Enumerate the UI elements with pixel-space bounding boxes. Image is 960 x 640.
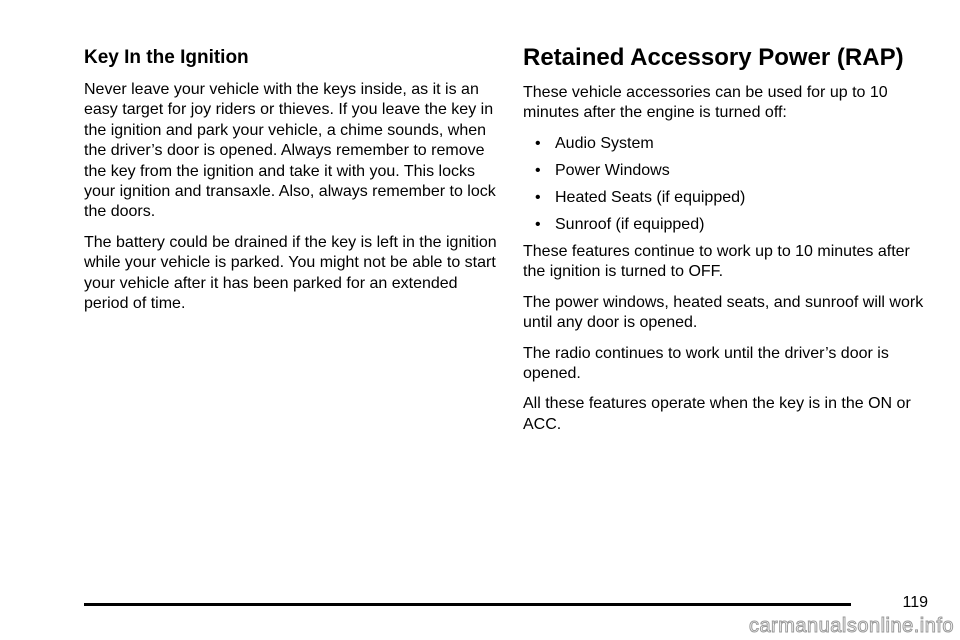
paragraph: The power windows, heated seats, and sunroof will work until any door is opened. [523, 293, 924, 332]
list-item [523, 188, 933, 208]
list-item [523, 134, 933, 154]
list-item-label: Audio System [555, 134, 654, 152]
footer-rule [84, 603, 851, 606]
paragraph: The battery could be drained if the key is left in the ignition while your vehicle is parked. You might not be able to start your vehicle after it has been parked for an extended period of time. [84, 233, 497, 313]
bullet-icon: • [535, 134, 541, 152]
watermark: carmanualsonline.info [748, 615, 954, 637]
list-item-label: Sunroof (if equipped) [555, 215, 705, 233]
right-column [523, 40, 933, 445]
bullet-icon: • [535, 215, 541, 233]
intro-paragraph: These vehicle accessories can be used for up to 10 minutes after the engine is turned off: [523, 84, 888, 122]
list-item-label: Heated Seats (if equipped) [555, 188, 746, 206]
bullet-icon: • [535, 161, 541, 179]
paragraph: All these features operate when the key is in the ON or ACC. [523, 395, 911, 433]
paragraph: These features continue to work up to 10 minutes after the ignition is turned to OFF. [523, 242, 910, 281]
list-item-label: Power Windows [555, 161, 670, 179]
section-heading-key-in-ignition: Key In the Ignition [84, 47, 249, 68]
bullet-icon: • [535, 188, 541, 206]
left-column [84, 40, 504, 324]
paragraph: The radio continues to work until the driver’s door is opened. [523, 344, 889, 382]
list-item [523, 161, 933, 181]
page-number: 119 [902, 594, 928, 611]
accessory-list [523, 134, 933, 235]
section-heading-rap: Retained Accessory Power (RAP) [523, 44, 904, 71]
paragraph: Never leave your vehicle with the keys inside, as it is an easy target for joy riders or thieves. If you leave the key in the ignition and park your vehicle, a chime sounds, when the driver’s door is opened. Always remember to remove the key from the ignition and take it with you. This locks your ignition and transaxle. Also, always remember to lock the doors. [84, 81, 496, 221]
list-item [523, 215, 933, 235]
